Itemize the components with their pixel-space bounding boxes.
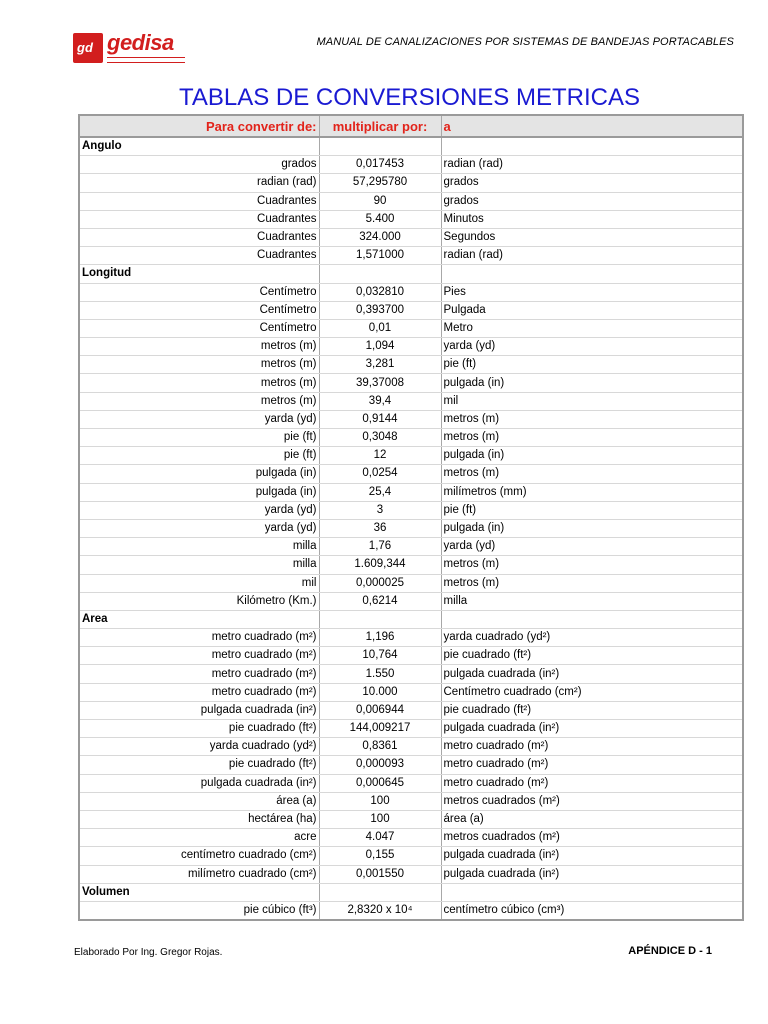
cell-convert-from: metros (m) <box>79 338 319 356</box>
empty-cell <box>441 610 743 628</box>
gedisa-logo <box>73 30 185 65</box>
cell-convert-from: Centímetro <box>79 301 319 319</box>
table-row <box>79 447 743 465</box>
logo-underline <box>107 57 185 63</box>
cell-multiplier: 0,000025 <box>319 574 441 592</box>
cell-convert-from: Kilómetro (Km.) <box>79 592 319 610</box>
cell-multiplier: 100 <box>319 810 441 828</box>
cell-convert-to: metros (m) <box>441 574 743 592</box>
cell-convert-to: Minutos <box>441 210 743 228</box>
cell-convert-to: metros (m) <box>441 556 743 574</box>
table-row <box>79 429 743 447</box>
cell-convert-from: pie cúbico (ft³) <box>79 901 319 920</box>
cell-convert-to: pie (ft) <box>441 501 743 519</box>
table-row <box>79 338 743 356</box>
cell-convert-to: yarda (yd) <box>441 538 743 556</box>
cell-convert-to: yarda cuadrado (yd²) <box>441 629 743 647</box>
table-row <box>79 301 743 319</box>
cell-multiplier: 0,9144 <box>319 410 441 428</box>
table-row <box>79 756 743 774</box>
cell-convert-to: mil <box>441 392 743 410</box>
cell-convert-from: pie (ft) <box>79 447 319 465</box>
cell-convert-to: metro cuadrado (m²) <box>441 774 743 792</box>
cell-multiplier: 5.400 <box>319 210 441 228</box>
empty-cell <box>441 265 743 283</box>
cell-convert-to: pie cuadrado (ft²) <box>441 647 743 665</box>
cell-convert-from: yarda cuadrado (yd²) <box>79 738 319 756</box>
cell-multiplier: 1,76 <box>319 538 441 556</box>
cell-multiplier: 0,393700 <box>319 301 441 319</box>
cell-convert-from: pulgada (in) <box>79 465 319 483</box>
table-row <box>79 283 743 301</box>
table-row <box>79 683 743 701</box>
footer-page-label: APÉNDICE D - 1 <box>628 945 712 957</box>
cell-convert-to: pulgada cuadrada (in²) <box>441 865 743 883</box>
cell-multiplier: 0,032810 <box>319 283 441 301</box>
cell-convert-from: Cuadrantes <box>79 247 319 265</box>
table-row <box>79 174 743 192</box>
empty-cell <box>319 610 441 628</box>
cell-multiplier: 1,094 <box>319 338 441 356</box>
table-row <box>79 247 743 265</box>
cell-multiplier: 3 <box>319 501 441 519</box>
cell-multiplier: 100 <box>319 792 441 810</box>
cell-multiplier: 39,37008 <box>319 374 441 392</box>
table-row <box>79 792 743 810</box>
empty-cell <box>319 265 441 283</box>
table-row <box>79 501 743 519</box>
table-row <box>79 810 743 828</box>
cell-multiplier: 0,8361 <box>319 738 441 756</box>
cell-convert-to: pie cuadrado (ft²) <box>441 701 743 719</box>
cell-multiplier: 0,001550 <box>319 865 441 883</box>
section-title: Area <box>79 610 319 628</box>
footer-author: Elaborado Por Ing. Gregor Rojas. <box>74 947 223 958</box>
cell-convert-from: pie (ft) <box>79 429 319 447</box>
cell-convert-from: metro cuadrado (m²) <box>79 629 319 647</box>
cell-convert-from: Centímetro <box>79 319 319 337</box>
cell-convert-from: centímetro cuadrado (cm²) <box>79 847 319 865</box>
cell-convert-to: centímetro cúbico (cm³) <box>441 901 743 920</box>
cell-convert-from: yarda (yd) <box>79 519 319 537</box>
table-row <box>79 647 743 665</box>
cell-multiplier: 1,571000 <box>319 247 441 265</box>
cell-convert-from: área (a) <box>79 792 319 810</box>
cell-convert-to: Pies <box>441 283 743 301</box>
table-row <box>79 665 743 683</box>
table-row <box>79 410 743 428</box>
conversion-table <box>78 114 744 921</box>
header-convert-from: Para convertir de: <box>79 115 319 137</box>
cell-convert-from: metros (m) <box>79 374 319 392</box>
cell-convert-from: yarda (yd) <box>79 501 319 519</box>
logo-text: gedisa <box>107 30 174 55</box>
cell-convert-to: metros cuadrados (m²) <box>441 792 743 810</box>
cell-multiplier: 0,000093 <box>319 756 441 774</box>
cell-multiplier: 144,009217 <box>319 720 441 738</box>
cell-convert-to: Segundos <box>441 228 743 246</box>
cell-convert-to: pulgada cuadrada (in²) <box>441 665 743 683</box>
table-row <box>79 538 743 556</box>
cell-convert-to: metro cuadrado (m²) <box>441 756 743 774</box>
cell-convert-from: pie cuadrado (ft²) <box>79 720 319 738</box>
cell-convert-to: yarda (yd) <box>441 338 743 356</box>
table-header-row <box>79 115 743 137</box>
cell-convert-to: radian (rad) <box>441 247 743 265</box>
cell-multiplier: 0,000645 <box>319 774 441 792</box>
cell-multiplier: 1.550 <box>319 665 441 683</box>
cell-convert-to: pie (ft) <box>441 356 743 374</box>
section-title: Volumen <box>79 883 319 901</box>
cell-convert-from: metro cuadrado (m²) <box>79 647 319 665</box>
header-multiply-by: multiplicar por: <box>319 115 441 137</box>
cell-convert-from: acre <box>79 829 319 847</box>
cell-convert-from: radian (rad) <box>79 174 319 192</box>
cell-convert-from: milímetro cuadrado (cm²) <box>79 865 319 883</box>
cell-multiplier: 12 <box>319 447 441 465</box>
cell-convert-from: hectárea (ha) <box>79 810 319 828</box>
table-row <box>79 319 743 337</box>
section-row <box>79 137 743 156</box>
cell-convert-to: Centímetro cuadrado (cm²) <box>441 683 743 701</box>
table-row <box>79 738 743 756</box>
cell-convert-from: milla <box>79 538 319 556</box>
cell-multiplier: 0,3048 <box>319 429 441 447</box>
cell-convert-to: área (a) <box>441 810 743 828</box>
table-row <box>79 901 743 920</box>
cell-convert-from: pie cuadrado (ft²) <box>79 756 319 774</box>
cell-convert-from: pulgada (in) <box>79 483 319 501</box>
cell-convert-from: Centímetro <box>79 283 319 301</box>
table-row <box>79 374 743 392</box>
cell-multiplier: 10,764 <box>319 647 441 665</box>
cell-multiplier: 324.000 <box>319 228 441 246</box>
cell-multiplier: 0,0254 <box>319 465 441 483</box>
empty-cell <box>441 137 743 156</box>
cell-convert-to: radian (rad) <box>441 156 743 174</box>
section-row <box>79 610 743 628</box>
cell-multiplier: 0,01 <box>319 319 441 337</box>
cell-convert-to: grados <box>441 192 743 210</box>
manual-title: MANUAL DE CANALIZACIONES POR SISTEMAS DE BANDEJAS PORTACABLES <box>316 36 734 48</box>
cell-multiplier: 4.047 <box>319 829 441 847</box>
cell-convert-to: pulgada (in) <box>441 447 743 465</box>
cell-multiplier: 36 <box>319 519 441 537</box>
cell-multiplier: 0,006944 <box>319 701 441 719</box>
cell-convert-to: Metro <box>441 319 743 337</box>
section-title: Longitud <box>79 265 319 283</box>
cell-convert-from: metro cuadrado (m²) <box>79 683 319 701</box>
cell-multiplier: 39,4 <box>319 392 441 410</box>
table-row <box>79 592 743 610</box>
cell-convert-from: mil <box>79 574 319 592</box>
cell-convert-from: metros (m) <box>79 356 319 374</box>
empty-cell <box>319 883 441 901</box>
table-row <box>79 156 743 174</box>
cell-convert-to: Pulgada <box>441 301 743 319</box>
cell-convert-to: metros (m) <box>441 465 743 483</box>
cell-multiplier: 2,8320 x 10⁴ <box>319 901 441 920</box>
cell-multiplier: 90 <box>319 192 441 210</box>
cell-convert-from: pulgada cuadrada (in²) <box>79 701 319 719</box>
section-row <box>79 265 743 283</box>
table-row <box>79 519 743 537</box>
cell-multiplier: 0,017453 <box>319 156 441 174</box>
cell-multiplier: 0,155 <box>319 847 441 865</box>
table-row <box>79 701 743 719</box>
cell-convert-from: Cuadrantes <box>79 228 319 246</box>
cell-multiplier: 1.609,344 <box>319 556 441 574</box>
table-row <box>79 629 743 647</box>
table-row <box>79 210 743 228</box>
table-row <box>79 392 743 410</box>
cell-convert-to: pulgada cuadrada (in²) <box>441 720 743 738</box>
cell-multiplier: 57,295780 <box>319 174 441 192</box>
logo-mark: gd <box>73 33 103 63</box>
cell-multiplier: 0,6214 <box>319 592 441 610</box>
table-row <box>79 774 743 792</box>
table-row <box>79 865 743 883</box>
cell-multiplier: 3,281 <box>319 356 441 374</box>
cell-multiplier: 10.000 <box>319 683 441 701</box>
page-title: TABLAS DE CONVERSIONES METRICAS <box>179 84 640 111</box>
cell-convert-to: pulgada (in) <box>441 519 743 537</box>
cell-convert-from: milla <box>79 556 319 574</box>
cell-convert-to: milla <box>441 592 743 610</box>
header-to: a <box>441 115 743 137</box>
cell-multiplier: 25,4 <box>319 483 441 501</box>
table-row <box>79 556 743 574</box>
section-row <box>79 883 743 901</box>
table-row <box>79 192 743 210</box>
cell-convert-from: yarda (yd) <box>79 410 319 428</box>
cell-convert-to: metros (m) <box>441 429 743 447</box>
cell-convert-to: pulgada (in) <box>441 374 743 392</box>
cell-convert-from: Cuadrantes <box>79 192 319 210</box>
table-row <box>79 574 743 592</box>
table-row <box>79 483 743 501</box>
cell-convert-to: metro cuadrado (m²) <box>441 738 743 756</box>
cell-multiplier: 1,196 <box>319 629 441 647</box>
cell-convert-to: metros cuadrados (m²) <box>441 829 743 847</box>
cell-convert-from: metros (m) <box>79 392 319 410</box>
empty-cell <box>441 883 743 901</box>
cell-convert-from: Cuadrantes <box>79 210 319 228</box>
cell-convert-to: milímetros (mm) <box>441 483 743 501</box>
cell-convert-to: metros (m) <box>441 410 743 428</box>
table-row <box>79 356 743 374</box>
table-row <box>79 847 743 865</box>
cell-convert-from: pulgada cuadrada (in²) <box>79 774 319 792</box>
table-row <box>79 829 743 847</box>
table-row <box>79 465 743 483</box>
table-row <box>79 720 743 738</box>
empty-cell <box>319 137 441 156</box>
cell-convert-from: grados <box>79 156 319 174</box>
section-title: Angulo <box>79 137 319 156</box>
cell-convert-to: grados <box>441 174 743 192</box>
cell-convert-to: pulgada cuadrada (in²) <box>441 847 743 865</box>
table-row <box>79 228 743 246</box>
cell-convert-from: metro cuadrado (m²) <box>79 665 319 683</box>
